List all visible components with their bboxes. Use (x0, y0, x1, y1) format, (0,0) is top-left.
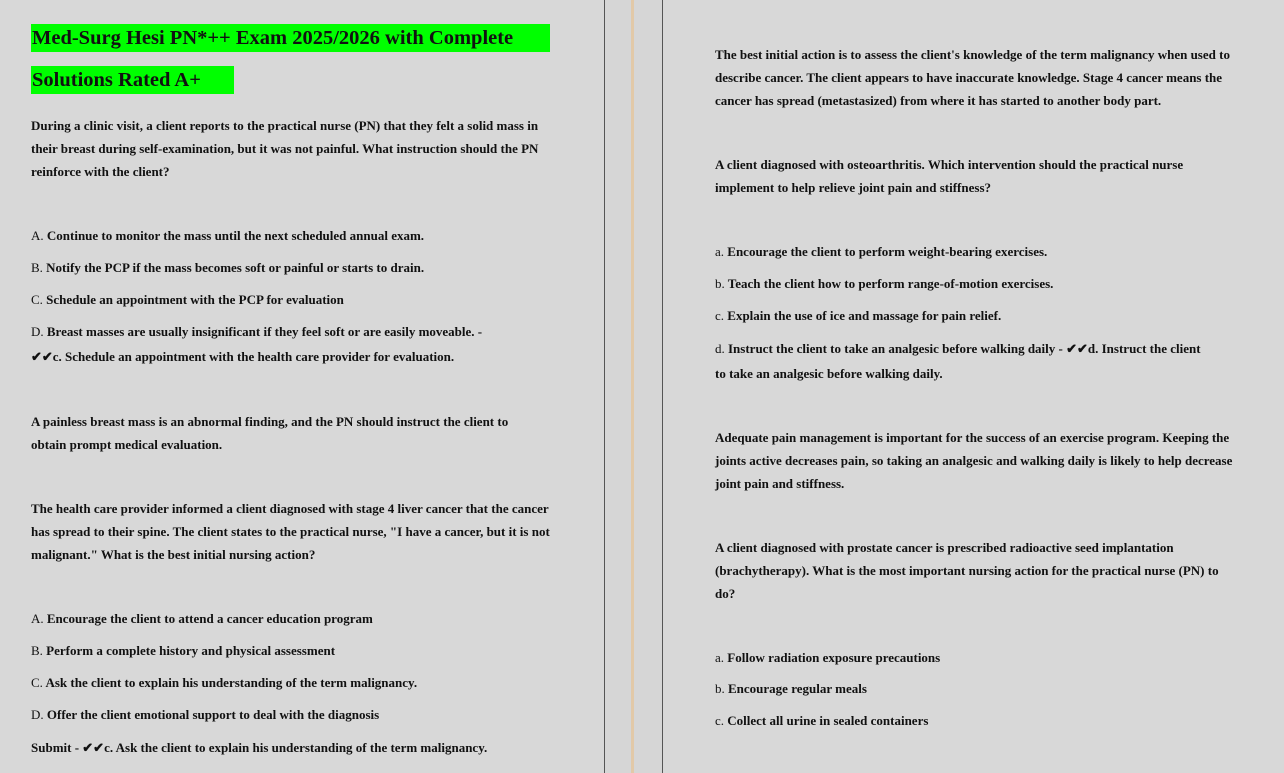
question-3-option-a: a. Encourage the client to perform weight-bearing exercises. (715, 244, 1048, 259)
question-1-option-d: D. Breast masses are usually insignificant if they feel soft or are easily moveable. - (31, 324, 483, 339)
page-divider-left (604, 0, 605, 773)
question-1-option-b: B. Notify the PCP if the mass becomes soft or painful or starts to drain. (31, 260, 425, 275)
document-page-left (0, 0, 604, 773)
question-2-rationale: The best initial action is to assess the client's knowledge of the term malignancy when used to describe cancer. The client appears to have inaccurate knowledge. Stage 4 cancer means the cancer has spread (metastasized) from where it has started to another body part. (715, 47, 1230, 108)
question-3-stem: A client diagnosed with osteoarthritis. Which intervention should the practical nurse implement to help relieve joint pain and stiffness? (715, 157, 1184, 195)
question-2-option-a: A. Encourage the client to attend a cancer education program (31, 611, 373, 626)
question-3-option-b: b. Teach the client how to perform range-of-motion exercises. (715, 276, 1054, 291)
question-3-answer-continued: to take an analgesic before walking daily. (715, 366, 943, 381)
gutter-stripe (631, 0, 634, 773)
question-4-stem: A client diagnosed with prostate cancer is prescribed radioactive seed implantation (brachytherapy). What is the most important nursing action for the practical nurse (PN) to do? (715, 540, 1219, 601)
question-3-option-c: c. Explain the use of ice and massage for pain relief. (715, 308, 1002, 323)
question-1-rationale: A painless breast mass is an abnormal finding, and the PN should instruct the client to obtain prompt medical evaluation. (31, 414, 509, 452)
question-1-option-a: A. Continue to monitor the mass until the next scheduled annual exam. (31, 228, 425, 243)
question-3-rationale: Adequate pain management is important for the success of an exercise program. Keeping the joints active decreases pain, so taking an analgesic and walking daily is likely to help decrease joint pain and stiffness. (715, 430, 1233, 491)
question-3-option-d: d. Instruct the client to take an analgesic before walking daily - ✔✔d. Instruct the client (715, 341, 1201, 356)
question-1-stem: During a clinic visit, a client reports to the practical nurse (PN) that they felt a solid mass in their breast during self-examination, but it was not painful. What instruction should the PN reinforce with the client? (31, 118, 539, 179)
question-2-answer: Submit - ✔✔c. Ask the client to explain his understanding of the term malignancy. (31, 740, 488, 755)
question-1-answer: ✔✔c. Schedule an appointment with the health care provider for evaluation. (31, 349, 455, 364)
question-4-option-c: c. Collect all urine in sealed containers (715, 713, 929, 728)
question-2-stem: The health care provider informed a client diagnosed with stage 4 liver cancer that the cancer has spread to their spine. The client states to the practical nurse, "I have a cancer, but it is not malignant." What is the best initial nursing action? (31, 501, 550, 562)
document-title-line-2: Solutions Rated A+ (31, 66, 234, 94)
question-2-option-c: C. Ask the client to explain his understanding of the term malignancy. (31, 675, 418, 690)
question-2-option-d: D. Offer the client emotional support to deal with the diagnosis (31, 707, 380, 722)
document-page-right (663, 0, 1284, 773)
question-2-option-b: B. Perform a complete history and physical assessment (31, 643, 336, 658)
document-title-line-1: Med-Surg Hesi PN*++ Exam 2025/2026 with Complete (31, 24, 550, 52)
question-4-option-a: a. Follow radiation exposure precautions (715, 650, 941, 665)
question-4-option-b: b. Encourage regular meals (715, 681, 867, 696)
question-1-option-c: C. Schedule an appointment with the PCP for evaluation (31, 292, 344, 307)
